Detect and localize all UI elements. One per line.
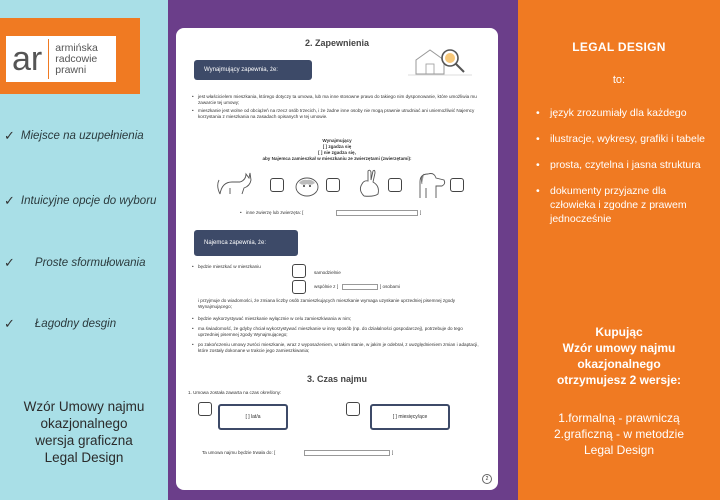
tenant-paragraph: i przyjmuje do wiadomości, że zmiana liczby osób zamieszkujących mieszkanie wymaga uzyskanie uprzedniej pisemnej zgody Wynajmującego;	[198, 298, 456, 309]
term-question: 1. Umowa została zawarta na czas określony:	[188, 390, 282, 395]
purchase-line: otrzymujesz 2 wersje:	[556, 373, 682, 387]
benefit-item: • język zrozumiały dla każdego	[534, 106, 714, 120]
benefit-item: • dokumenty przyjazne dla człowieka i zgodne z prawem jednocześnie	[534, 184, 714, 226]
versions-list	[518, 410, 720, 458]
logo-text	[49, 43, 98, 76]
feature-item	[4, 128, 144, 144]
months-field[interactable]	[370, 404, 450, 430]
years-label: [ ] lat/a	[245, 414, 261, 420]
legal-design-to: to:	[612, 74, 626, 86]
other-pets-field[interactable]	[336, 210, 418, 216]
pets-option: [ ] zgadza się	[322, 144, 352, 149]
tenant-heading: Najemca zapewnia, że:	[194, 230, 298, 256]
document-frame	[168, 0, 518, 500]
years-checkbox[interactable]	[198, 402, 212, 416]
pets-option: [ ] nie zgadza się,	[318, 150, 356, 155]
page-number: 2	[482, 474, 492, 484]
feature-label: Łagodny desgin	[34, 318, 117, 330]
hamster-checkbox[interactable]	[326, 178, 340, 192]
term-end-label: Ta umowa najmu będzie trwała do: [	[202, 450, 276, 455]
caption-line: okazjonalnego	[40, 416, 128, 431]
feature-item	[4, 316, 116, 332]
years-field[interactable]	[218, 404, 288, 430]
caption-line: wersja graficzna	[35, 433, 133, 448]
benefits-list	[534, 106, 714, 238]
cat-icon	[216, 170, 252, 198]
alone-checkbox[interactable]	[292, 264, 306, 278]
left-panel	[0, 0, 168, 500]
feature-label: Intuicyjne opcje do wyboru	[20, 195, 157, 207]
section-title: 2. Zapewnienia	[304, 38, 370, 48]
months-checkbox[interactable]	[346, 402, 360, 416]
landlord-clause: • mieszkanie jest wolne od obciążeń na rzecz osób trzecich, i że żadne inne osoby nie mogą prawnie utrudniać ani uniemożliwić Najemcy korzystania z mieszkania na zasadach opisanych w tej umowie.	[198, 108, 480, 120]
together-checkbox[interactable]	[292, 280, 306, 294]
check-icon: ✓	[4, 255, 15, 270]
dog-icon	[414, 168, 448, 200]
right-panel	[518, 0, 720, 500]
version-line: 2.graficzną - w metodzie	[553, 427, 685, 441]
house-search-icon	[408, 44, 474, 80]
version-line: Legal Design	[583, 443, 655, 457]
version-line: 1.formalną - prawniczą	[558, 411, 680, 425]
legal-design-title: LEGAL DESIGN	[572, 40, 666, 54]
persons-label: ] osobami	[380, 284, 400, 289]
rabbit-checkbox[interactable]	[388, 178, 402, 192]
logo-line: armińska	[55, 41, 98, 54]
rabbit-icon	[354, 168, 386, 198]
pets-heading: Wynajmujący	[322, 138, 352, 143]
logo	[0, 18, 140, 94]
purchase-line: Wzór umowy najmu	[562, 341, 676, 355]
tenant-clause: • po zakończeniu umowy zwróci mieszkanie, wraz z wyposażeniem, w takim stanie, w jakim je odebrał, z uwzględnieniem zmian i adaptacji, które zostały dokonane w trakcie jego zamieszkiwania;	[198, 342, 480, 354]
feature-item	[4, 255, 145, 271]
tenant-clause: • będzie wykorzystywać mieszkanie wyłącznie w celu zamieszkiwania w nim;	[198, 316, 480, 322]
alone-label: samodzielnie	[314, 270, 341, 275]
landlord-heading: Wynajmujący zapewnia, że:	[194, 60, 312, 80]
field-bracket: ]	[392, 450, 394, 455]
hamster-icon	[294, 174, 320, 198]
purchase-line: okazjonalnego	[577, 357, 661, 371]
document-page	[176, 28, 498, 490]
check-icon: ✓	[4, 193, 15, 208]
term-end-field[interactable]	[304, 450, 390, 456]
caption-line: Wzór Umowy najmu	[23, 399, 145, 414]
field-bracket: ]	[420, 210, 422, 215]
purchase-info	[518, 324, 720, 388]
feature-label: Proste sformułowania	[34, 257, 146, 269]
logo-line: radcowie	[55, 52, 98, 65]
logo-box	[6, 36, 116, 82]
feature-item	[4, 193, 156, 209]
landlord-clause: • jest właścicielem mieszkania, którego dotyczy ta umowa, lub ma inne stosowne prawo do takiego nim dysponowanie, które umożliwia mu zawarcie tej umowy;	[198, 94, 480, 106]
check-icon: ✓	[4, 316, 15, 331]
pets-question: aby Najemca zamieszkał w mieszkaniu ze zwierzętami (zwierzętami):	[262, 156, 412, 161]
cat-checkbox[interactable]	[270, 178, 284, 192]
other-pets-label: • inne zwierzę lub zwierzęta: [	[246, 210, 336, 216]
tenant-clause: • będzie mieszkać w mieszkaniu	[198, 264, 318, 270]
tenant-clause: • ma świadomość, że gdyby chciał wykorzystywać mieszkanie w inny sposób (np. do działalności gospodarczej), potrzebuje do tego uprzedniej pisemnej zgody Wynajmującego;	[198, 326, 480, 338]
months-label: [ ] miesięcy/ące	[392, 414, 428, 420]
product-caption	[0, 398, 168, 466]
dog-checkbox[interactable]	[450, 178, 464, 192]
caption-line: Legal Design	[44, 450, 124, 465]
persons-field[interactable]	[342, 284, 378, 290]
section-title: 3. Czas najmu	[306, 374, 368, 384]
benefit-item: • ilustracje, wykresy, grafiki i tabele	[534, 132, 714, 146]
together-label: wspólnie z [	[314, 284, 339, 289]
feature-label: Miejsce na uzupełnienia	[20, 130, 144, 142]
benefit-item: • prosta, czytelna i jasna struktura	[534, 158, 714, 172]
logo-line: prawni	[55, 63, 87, 76]
logo-mark: ar	[6, 39, 49, 79]
check-icon: ✓	[4, 128, 15, 143]
purchase-line: Kupując	[595, 325, 643, 339]
